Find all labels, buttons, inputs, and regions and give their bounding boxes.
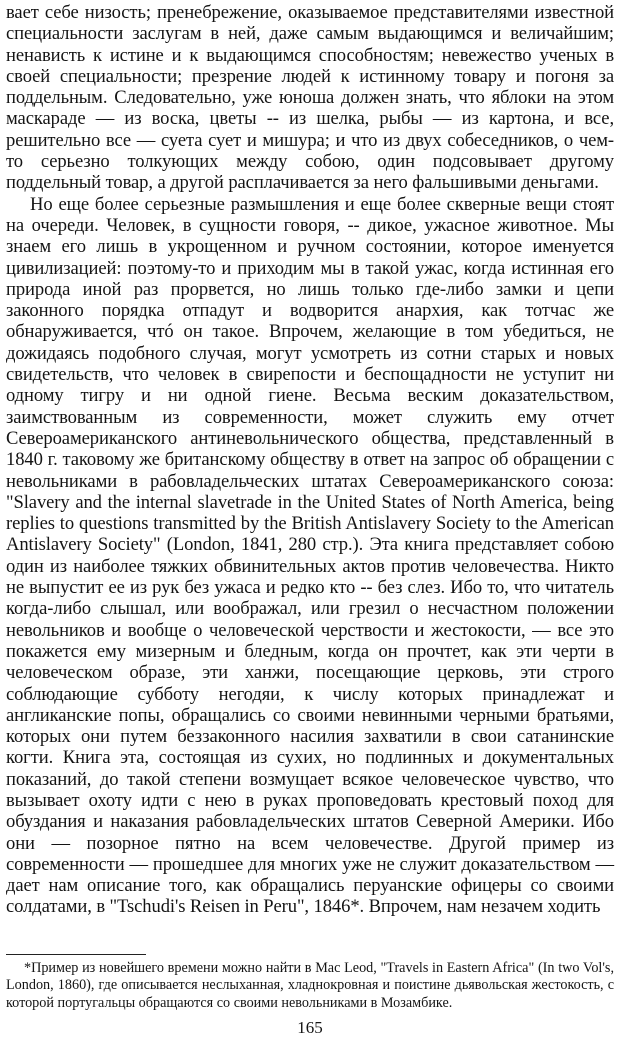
- footnote: *Пример из новейшего времени можно найти в Mac Leod, "Travels in Eastern Africa" (In two Vol's, London, 1860), где описывается неслыханная, хладнокровная и поистине дьявольская жестокость, с которой португальцы обращаются со своими невольниками в Мозамбике.: [6, 960, 614, 1011]
- paragraph-2: Но еще более серьезные размышления и еще более скверные вещи стоят на очереди. Человек, в сущности говоря, -- дикое, ужасное животное. Мы знаем его лишь в укрощенном и ручном состоянии, которое именуется цивилизацией: поэтому-то и приходим мы в такой ужас, когда истинная его природа иной раз прорвется, но лишь только где-либо замки и цепи законного порядка отпадут и водворится анархия, как тотчас же обнаруживается, чтó он такое. Впрочем, желающие в том убедиться, не дожидаясь подобного случая, могут усмотреть из сотни старых и новых свидетельств, что человек в свирепости и беспощадности не уступит ни одному тигру и ни одной гиене. Весьма веским доказательством, заимствованным из современности, может служить ему отчет Североамериканского антиневольнического общества, представленный в 1840 г. таковому же британскому обществу в ответ на запрос об обращении с невольниками в рабовладельческих штатах Североамериканского союза: "Slavery and the internal slavetrade in the United States of North America, being replies to questions transmitted by the British Antislavery Society to the American Antislavery Society" (London, 1841, 280 стр.). Эта книга представляет собою один из наиболее тяжких обвинительных актов против человечества. Никто не выпустит ее из рук без ужаса и редко кто -- без слез. Ибо то, что читатель когда-либо слышал, или воображал, или грезил о несчастном положении невольников и вообще о человеческой черствости и жестокости, — все это покажется ему мизерным и бледным, когда он прочтет, как эти черти в человеческом образе, эти ханжи, посещающие церковь, эти строго соблюдающие субботу негодяи, к числу которых принадлежат и англиканские попы, обращались со своими невинными черными братьями, которых они путем беззаконного насилия захватили в свои сатанинские когти. Книга эта, состоящая из сухих, но подлинных и документальных показаний, до такой степени возмущает всякое человеческое чувство, что вызывает охоту идти с нею в руках проповедовать крестовый поход для обуздания и наказания рабовладельческих штатов Северной Америки. Ибо они — позорное пятно на всем человечестве. Другой пример из современности — прошедшее для многих уже не служит доказательством — дает нам описание того, как обращались перуанские офицеры со своими солдатами, в "Tschudi's Reisen in Peru", 1846*. Впрочем, нам незачем ходить: [6, 193, 614, 918]
- body-text: [6, 2, 614, 918]
- paragraph-1: вает себе низость; пренебрежение, оказываемое представителями известной специальности заслугам в ней, даже самым выдающимся и величайшим; ненависть к истине и к выдающимся способностям; невежество ученых в своей специальности; презрение людей к истинному товару и погоня за поддельным. Следовательно, уже юноша должен знать, что яблоки на этом маскараде — из воска, цветы -- из шелка, рыбы — из картона, и все, решительно все — суета сует и мишура; и что из двух собеседников, о чем-то серьезно толкующих между собою, один подсовывает другому поддельный товар, а другой расплачивается за него фальшивыми деньгами.: [6, 2, 614, 194]
- page-number: 165: [297, 1018, 323, 1037]
- footnote-divider: [6, 954, 146, 955]
